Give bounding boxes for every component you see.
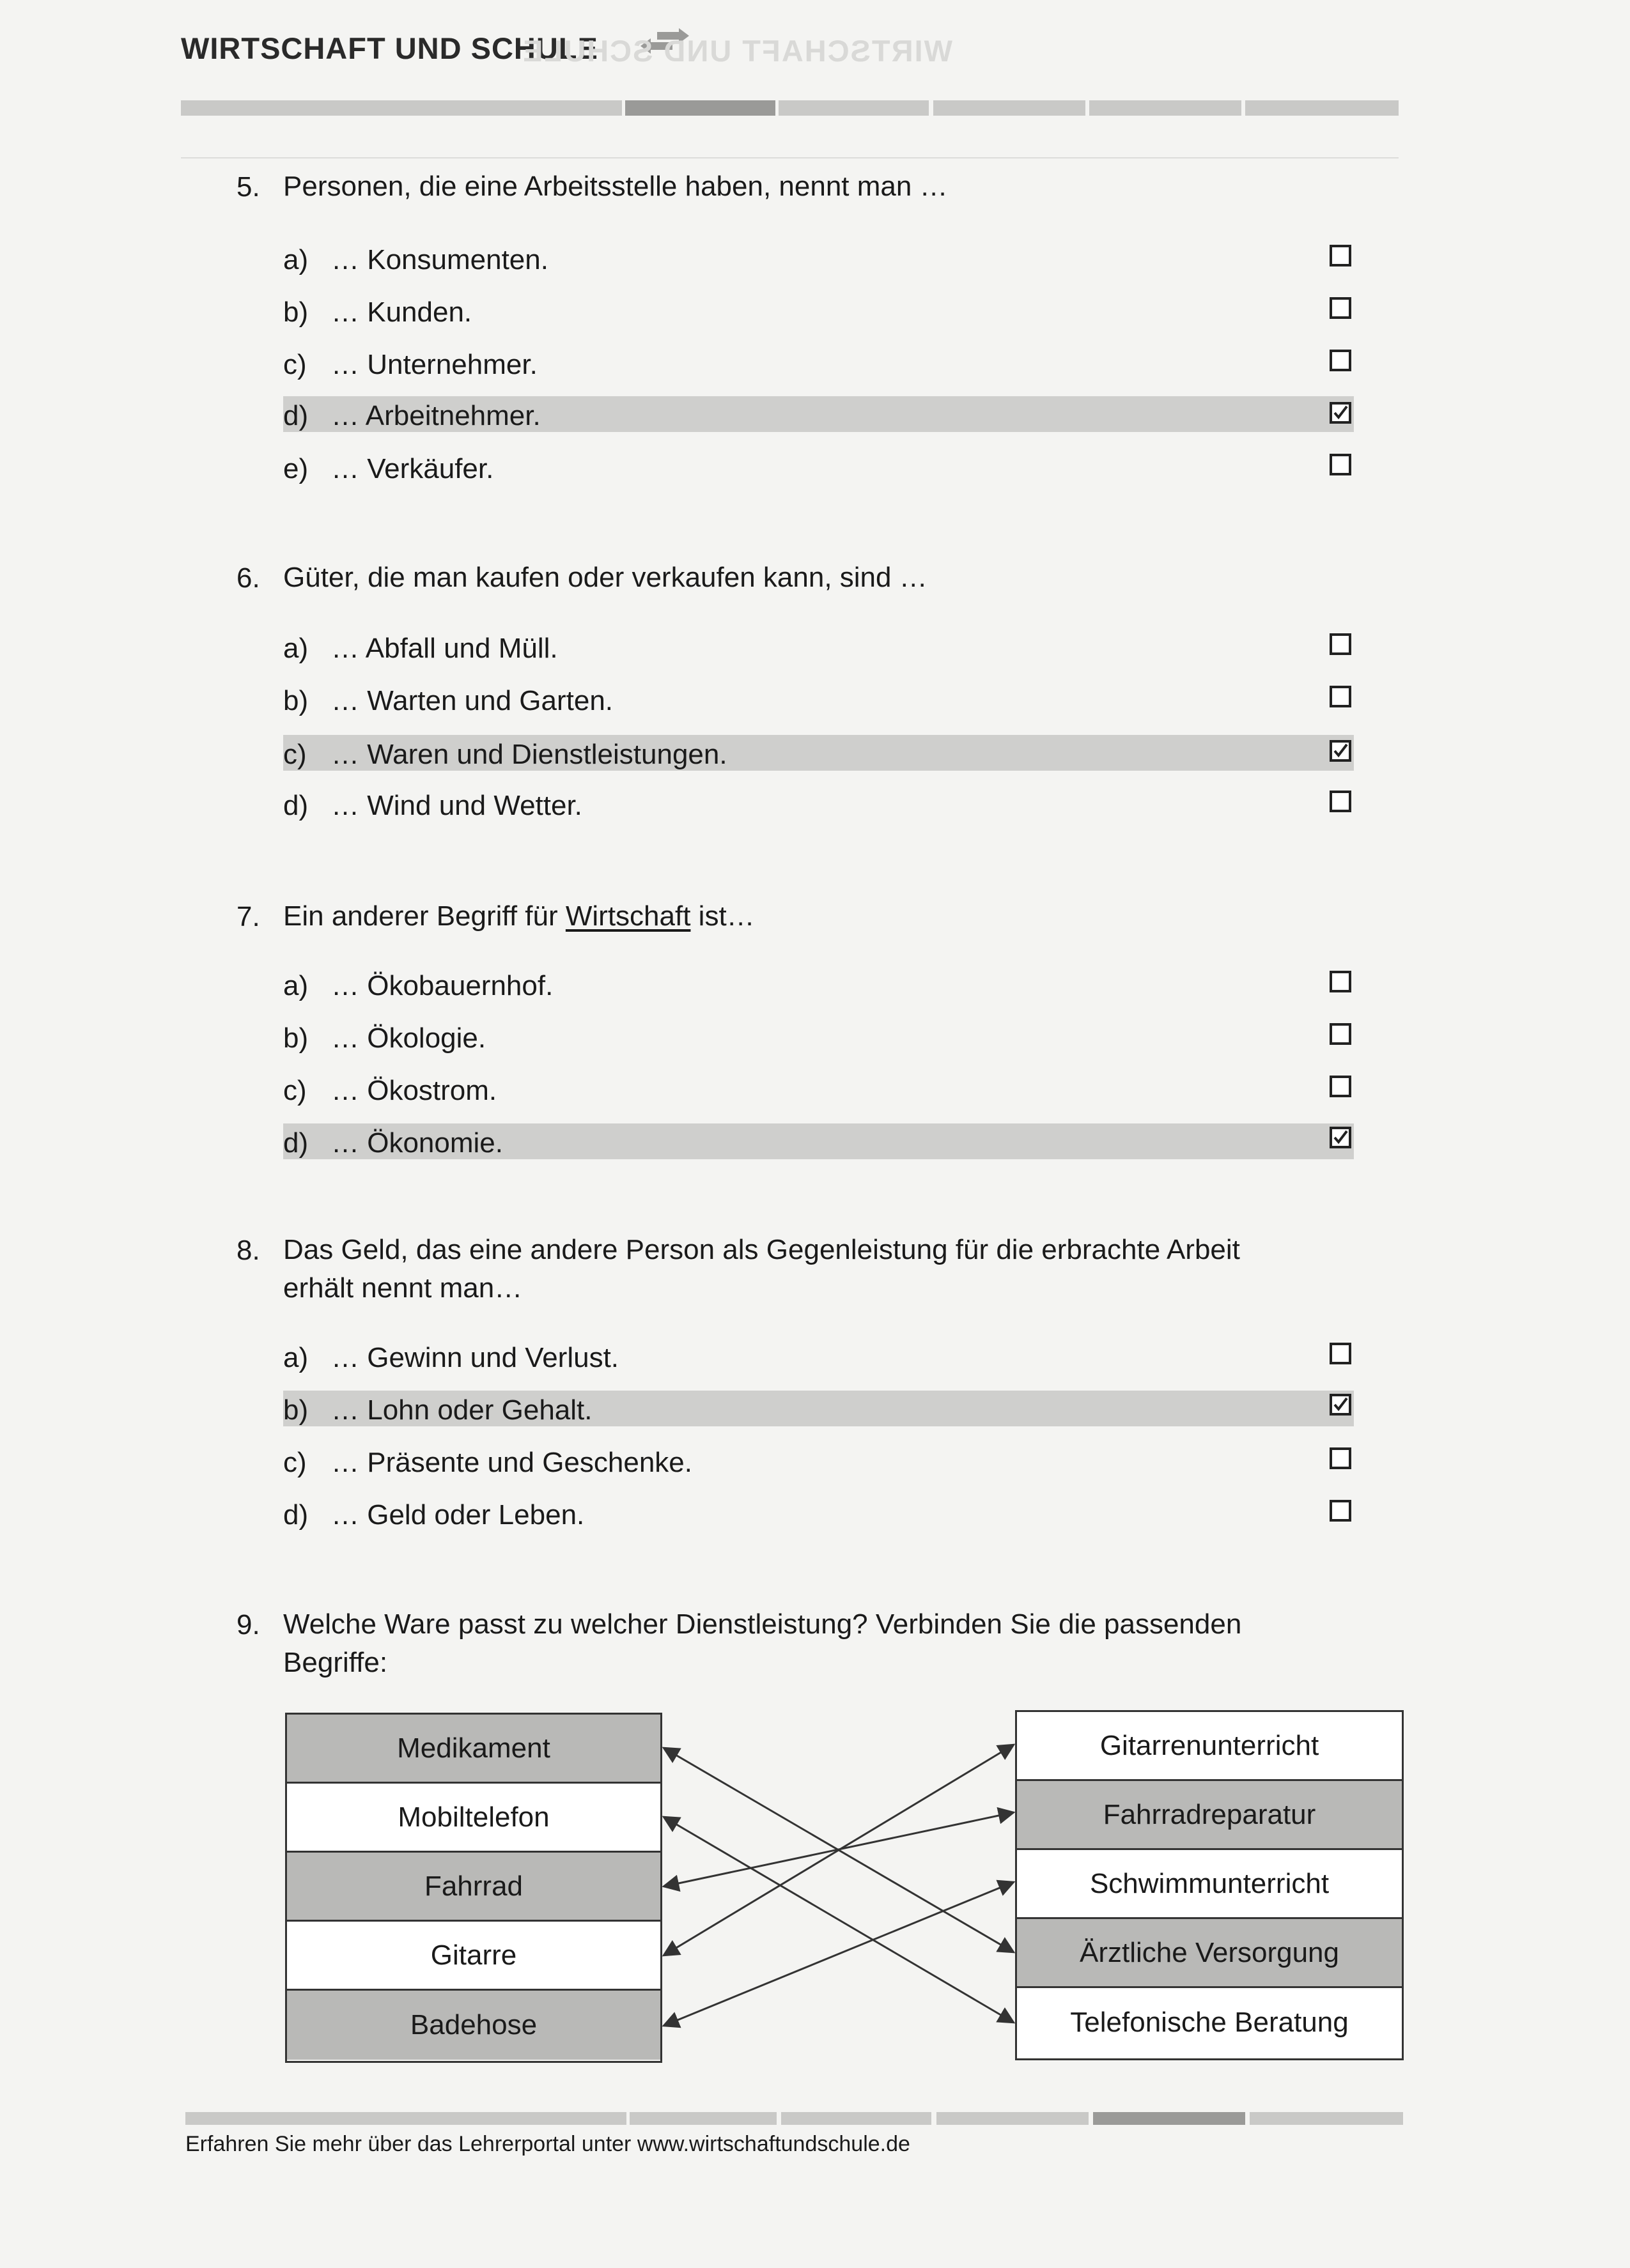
option-letter: d)	[283, 1127, 309, 1159]
service-item[interactable]: Gitarrenunterricht	[1017, 1712, 1402, 1781]
option-letter: d)	[283, 790, 309, 821]
question-number: 5.	[237, 171, 260, 203]
option-letter: b)	[283, 297, 309, 328]
option-text: … Ökostrom.	[331, 1075, 497, 1106]
option-text: … Unternehmer.	[331, 349, 538, 380]
footer-bar-segment	[1250, 2112, 1403, 2125]
footer-bar-segment	[936, 2112, 1089, 2125]
option-text: … Ökobauernhof.	[331, 970, 554, 1001]
underlined-term: Wirtschaft	[565, 900, 691, 932]
goods-item[interactable]: Medikament	[287, 1715, 660, 1784]
option-text: … Verkäufer.	[331, 453, 494, 484]
footer-bar-segment	[1093, 2112, 1245, 2125]
question-number: 7.	[237, 901, 260, 932]
question-text: Personen, die eine Arbeitsstelle haben, nennt man …	[283, 171, 948, 202]
option-letter: d)	[283, 1499, 309, 1531]
option-text: … Geld oder Leben.	[331, 1499, 585, 1531]
option-text: … Ökologie.	[331, 1022, 486, 1054]
option-text: … Warten und Garten.	[331, 685, 614, 716]
footer-bar-segment	[630, 2112, 777, 2125]
question-text-line1: Das Geld, das eine andere Person als Gegenleistung für die erbrachte Arbeit	[283, 1234, 1240, 1265]
option-text: … Kunden.	[331, 297, 472, 328]
connection-gitarre-gitarrenunterricht	[664, 1745, 1014, 1956]
question-text-line2: erhält nennt man…	[283, 1272, 523, 1304]
option-text: … Arbeitnehmer.	[331, 400, 541, 431]
goods-item[interactable]: Badehose	[287, 1991, 660, 2060]
question-text-start: Ein anderer Begriff für	[283, 900, 566, 932]
connection-badehose-schwimmunterricht	[664, 1882, 1014, 2026]
service-item[interactable]: Schwimmunterricht	[1017, 1850, 1402, 1919]
option-letter: a)	[283, 970, 309, 1001]
goods-item[interactable]: Fahrrad	[287, 1853, 660, 1922]
option-text: … Lohn oder Gehalt.	[331, 1394, 593, 1426]
connection-mobiltelefon-telefonische-beratung	[664, 1817, 1014, 2023]
service-item[interactable]: Ärztliche Versorgung	[1017, 1919, 1402, 1988]
question-text: Güter, die man kaufen oder verkaufen kann, sind …	[283, 562, 928, 593]
option-text: … Wind und Wetter.	[331, 790, 582, 821]
brand-title: WIRTSCHAFT UND SCHULE	[181, 31, 598, 65]
option-letter: a)	[283, 1342, 309, 1373]
option-letter: b)	[283, 1394, 309, 1426]
showthrough-brand: WIRTSCHAFT UND SCHULE	[522, 34, 952, 68]
option-text: … Präsente und Geschenke.	[331, 1447, 692, 1478]
option-text: … Ökonomie.	[331, 1127, 503, 1159]
question-text-line1: Welche Ware passt zu welcher Dienstleistung? Verbinden Sie die passenden	[283, 1608, 1242, 1640]
question-number: 6.	[237, 562, 260, 594]
option-letter: c)	[283, 1075, 307, 1106]
question-text-end: ist…	[690, 900, 755, 932]
goods-item[interactable]: Mobiltelefon	[287, 1784, 660, 1853]
option-letter: b)	[283, 685, 309, 716]
option-letter: e)	[283, 453, 309, 484]
option-letter: d)	[283, 400, 309, 431]
question-number: 9.	[237, 1609, 260, 1640]
option-letter: c)	[283, 349, 307, 380]
option-text: … Konsumenten.	[331, 244, 548, 275]
footer-text: Erfahren Sie mehr über das Lehrerportal unter www.wirtschaftundschule.de	[185, 2132, 910, 2156]
question-number: 8.	[237, 1235, 260, 1266]
goods-item[interactable]: Gitarre	[287, 1922, 660, 1991]
option-text: … Abfall und Müll.	[331, 633, 558, 664]
service-item[interactable]: Fahrradreparatur	[1017, 1781, 1402, 1850]
option-letter: b)	[283, 1022, 309, 1054]
option-letter: a)	[283, 633, 309, 664]
service-item[interactable]: Telefonische Beratung	[1017, 1988, 1402, 2057]
option-text: … Waren und Dienstleistungen.	[331, 739, 727, 770]
option-letter: c)	[283, 739, 307, 770]
option-letter: c)	[283, 1447, 307, 1478]
option-text: … Gewinn und Verlust.	[331, 1342, 619, 1373]
option-letter: a)	[283, 244, 309, 275]
footer-bar-segment	[781, 2112, 931, 2125]
footer-bar-segment	[185, 2112, 626, 2125]
question-text-line2: Begriffe:	[283, 1647, 388, 1678]
